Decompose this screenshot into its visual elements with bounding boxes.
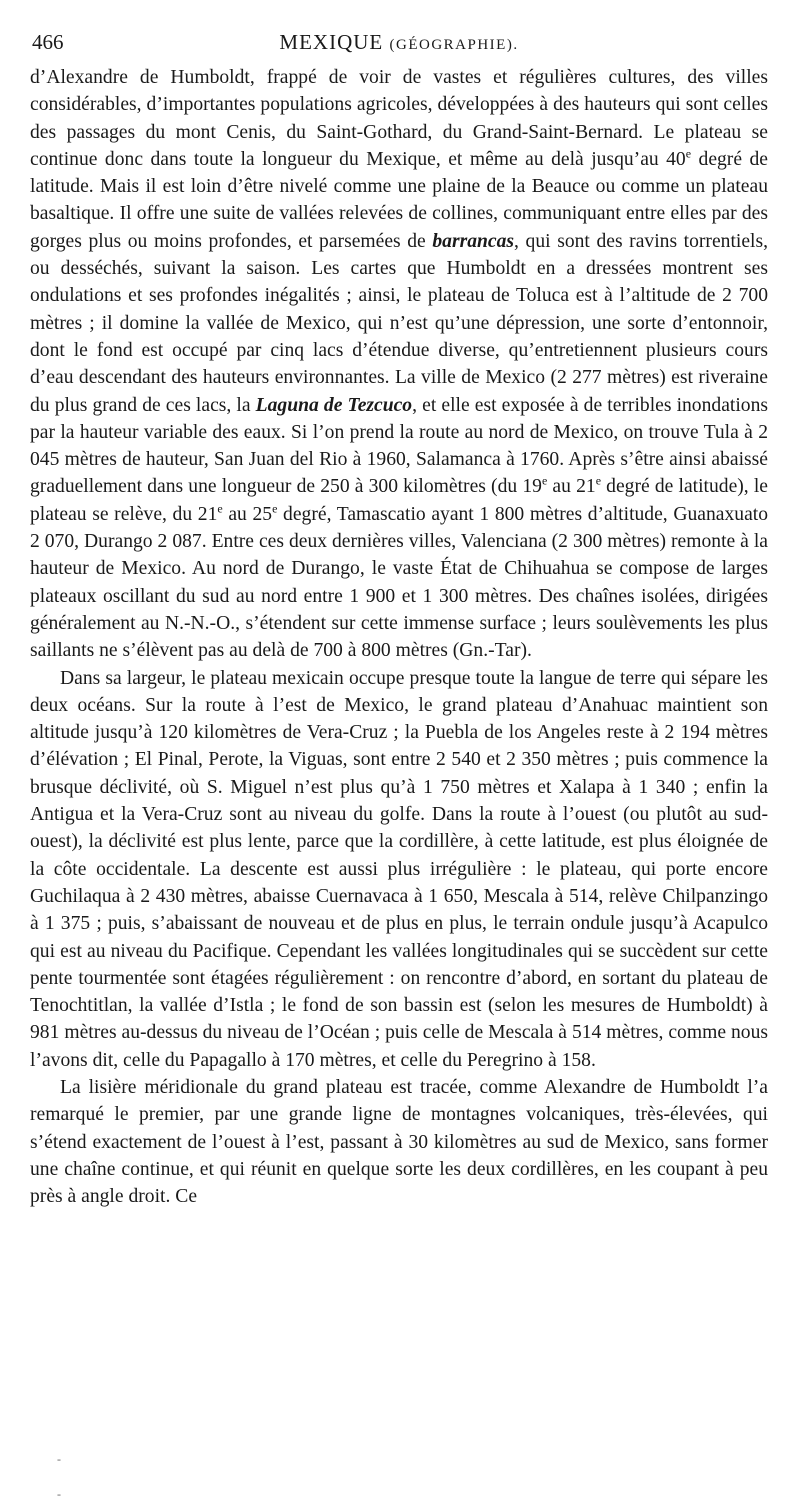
text-run: degré de latitude. Mais il est loin d’être nivelé comme une plaine de la Beauce ou comme un plateau basaltique. Il offre une suite de vallées relevées de collines, communiquant entre elles par des gorges plus ou moins profondes, et parsemées de (30, 148, 768, 252)
margin-mark: - (57, 1487, 61, 1501)
body-text (30, 64, 768, 1210)
page (30, 30, 768, 1210)
text-run: au 21 (547, 476, 596, 498)
ordinal-superscript: e (541, 473, 548, 488)
text-run: La lisière méridionale du grand plateau est tracée, comme Alexandre de Humboldt l’a remarqué le premier, par une grande ligne de montagnes volcaniques, très-élevées, qui s’étend exactement de l’ouest à l’est, passant à 30 kilomètres au sud de Mexico, sans former une chaîne continue, et qui réunit en quelque sorte les deux cordillères, en les coupant à peu près à angle droit. Ce (30, 1076, 768, 1208)
margin-mark: - (57, 1452, 61, 1466)
paragraph (30, 64, 768, 665)
italic-term: barrancas (432, 230, 515, 252)
text-run: Dans sa largeur, le plateau mexicain occupe presque toute la langue de terre qui sépare les deux océans. Sur la route à l’est de Mexico, le grand plateau d’Anahuac maintient son altitude jusqu’à 120 kilomètres de Vera-Cruz ; la Puebla de los Angeles reste à 2 194 mètres d’élévation ; El Pinal, Perote, la Viguas, sont entre 2 540 et 2 350 mètres ; puis commence la brusque déclivité, où S. Miguel n’est plus qu’à 1 750 mètres et Xalapa à 1 340 ; enfin la Antigua et la Vera-Cruz sont au niveau du golfe. Dans la route à l’ouest (ou plutôt au sud-ouest), la déclivité est plus lente, parce que la cordillère, à cette latitude, est plus éloignée de la côte occidentale. La descente est aussi plus irrégulière : le plateau, qui porte encore Guchilaqua à 2 430 mètres, abaisse Cuernavaca à 1 650, Mescala à 514, relève Chilpanzingo à 1 375 ; puis, s’abaissant de nouveau et de plus en plus, le terrain ondule jusqu’à Acapulco qui est au niveau du Pacifique. Cependant les vallées longitudinales qui se succèdent sur cette pente tourmentée sont étagées régulièrement : on rencontre d’abord, en sortant du plateau de Tenochtitlan, la vallée d’Istla ; le fond de son bassin est (selon les mesures de Humboldt) à 981 mètres au-dessus du niveau de l’Océan ; puis celle de Mescala à 514 mètres, comme nous l’avons dit, celle du Papagallo à 170 mètres, et celle du Peregrino à 158. (30, 667, 768, 1071)
page-header (30, 30, 768, 64)
page-number: 466 (32, 30, 64, 54)
ordinal-superscript: e (217, 501, 223, 516)
ordinal-superscript: e (685, 146, 692, 161)
running-title-subtitle: (GÉOGRAPHIE). (389, 37, 519, 53)
ordinal-superscript: e (595, 473, 602, 488)
text-run: degré de latitude), le plateau se relève, du 21 (30, 476, 768, 525)
italic-term: Laguna de Tezcuco (255, 394, 413, 416)
paragraph (30, 665, 768, 1074)
text-run: au 25 (222, 503, 273, 525)
paragraph (30, 1074, 768, 1210)
text-run: , qui sont des ravins torrentiels, ou desséchés, suivant la saison. Les cartes que Humboldt en a dressées montrent ses ondulations et ses profondes inégalités ; ainsi, le plateau de Toluca est à l’altitude de 2 700 mètres ; il domine la vallée de Mexico, qui n’est qu’une dépression, une sorte d’entonnoir, dont le fond est occupé par cinq lacs d’étendue diverse, qu’entretiennent plusieurs cours d’eau descendant des hauteurs environnantes. La ville de Mexico (2 277 mètres) est riveraine du plus grand de ces lacs, la (30, 230, 769, 416)
text-run: degré, Tamascatio ayant 1 800 mètres d’altitude, Guanaxuato 2 070, Durango 2 087. Entre ces deux dernières villes, Valenciana (2 300 mètres) remonte à la hauteur de Mexico. Au nord de Durango, le vaste État de Chihuahua se compose de larges plateaux oscillant du sud au nord entre 1 900 et 1 300 mètres. Des chaînes isolées, dirigées généralement au N.-N.-O., s’étendent sur cette immense surface ; leurs soulèvements les plus saillants ne s’élèvent pas au delà de 700 à 800 mètres (Gn.-Tar). (30, 503, 769, 662)
running-title (30, 30, 768, 55)
text-run: d’Alexandre de Humboldt, frappé de voir de vastes et régulières cultures, des villes considérables, d’importantes populations agricoles, développées à des hauteurs qui sont celles des passages du mont Cenis, du Saint-Gothard, du Grand-Saint-Bernard. Le plateau se continue donc dans toute la longueur du Mexique, et même au delà jusqu’au 40 (30, 67, 768, 170)
ordinal-superscript: e (272, 501, 278, 516)
running-title-main: MEXIQUE (279, 30, 384, 54)
text-run: , et elle est exposée à de terribles inondations par la hauteur variable des eaux. Si l’on prend la route au nord de Mexico, on trouve Tula à 2 045 mètres de hauteur, San Juan del Rio à 1960, Salamanca à 1760. Après s’être ainsi abaissé graduellement dans une longueur de 250 à 300 kilomètres (du 19 (30, 394, 768, 498)
